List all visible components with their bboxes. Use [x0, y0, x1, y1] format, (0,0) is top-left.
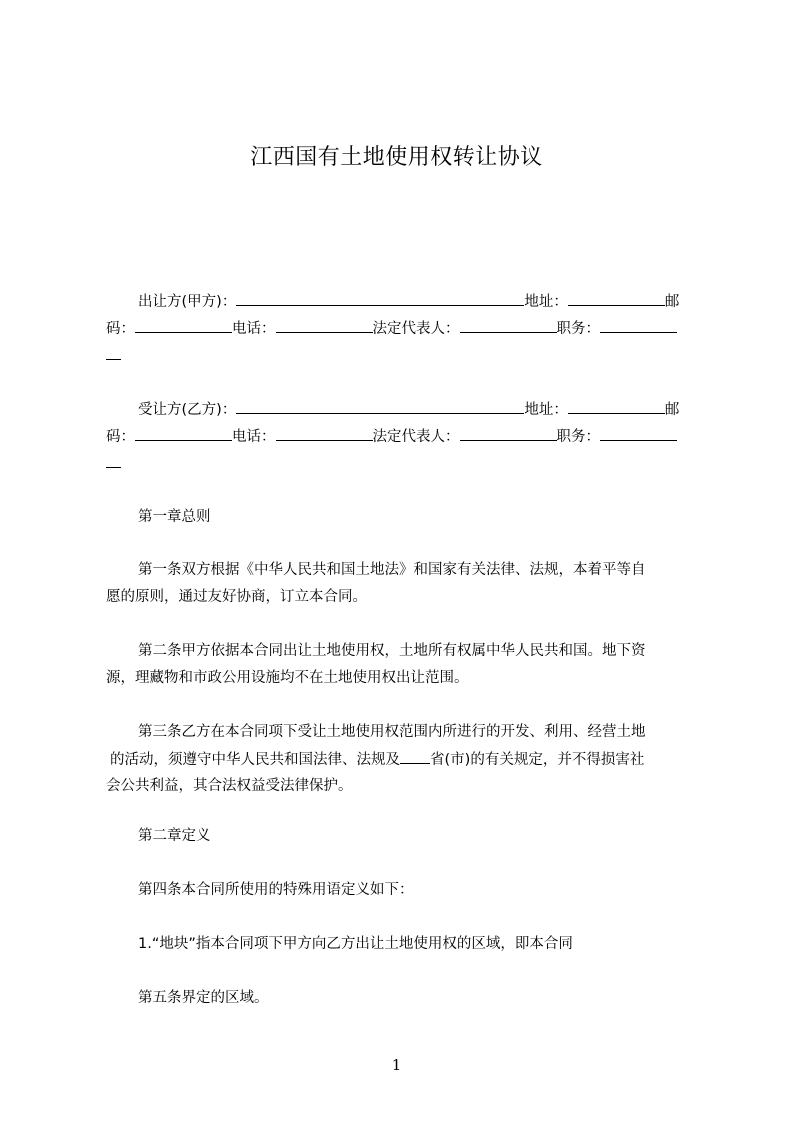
party-b-position-blank [600, 426, 677, 441]
article-3-line-2-part-1: 的活动，须遵守中华人民共和国法律、法规及 [110, 752, 400, 768]
party-b-rep-label: 法定代表人： [372, 429, 460, 445]
article-1-line-1: 第一条双方根据《中华人民共和国土地法》和国家有关法律、法规，本着平等自 [138, 562, 646, 578]
definition-1: 1.“地块”指本合同项下甲方向乙方出让土地使用权的区域，即本合同 [138, 936, 573, 952]
party-a-phone-blank [276, 318, 373, 333]
article-2-line-1: 第二条甲方依据本合同出让土地使用权，土地所有权属中华人民共和国。地下资 [138, 643, 646, 659]
party-b-name-blank [236, 399, 524, 414]
party-b-position-label: 职务： [556, 429, 600, 445]
article-3-line-3: 会公共利益，其合法权益受法律保护。 [106, 778, 353, 794]
document-title: 江西国有土地使用权转让协议 [250, 145, 543, 170]
article-3-line-1: 第三条乙方在本合同项下受让土地使用权范围内所进行的开发、利用、经营土地 [138, 724, 646, 740]
party-a-name-blank [236, 291, 524, 306]
party-b-line-3 [106, 453, 121, 474]
party-a-position-blank-cont [106, 345, 121, 360]
party-b-address-label: 地址： [524, 402, 568, 418]
chapter-2-heading: 第二章定义 [138, 828, 211, 844]
party-a-rep-label: 法定代表人： [372, 321, 460, 337]
party-b-line-1 [138, 399, 679, 420]
article-1-line-2: 愿的原则，通过友好协商，订立本合同。 [106, 589, 367, 605]
article-3-province-blank [400, 749, 430, 764]
page-number: 1 [391, 1056, 402, 1074]
party-b-label: 受让方(乙方)： [138, 402, 237, 418]
party-b-zip-blank [135, 426, 232, 441]
party-a-position-blank [600, 318, 677, 333]
party-a-address-blank [568, 291, 665, 306]
party-a-line-3 [106, 345, 121, 366]
chapter-1-heading: 第一章总则 [138, 509, 211, 525]
party-a-label: 出让方(甲方)： [138, 294, 237, 310]
party-b-position-blank-cont [106, 453, 121, 468]
party-b-rep-blank [460, 426, 557, 441]
party-b-zip-label-2: 码： [106, 429, 135, 445]
party-a-address-label: 地址： [524, 294, 568, 310]
party-b-line-2 [106, 426, 677, 447]
article-3-line-2-part-2: 省(市)的有关规定，并不得损害社 [430, 752, 645, 768]
party-a-zip-label-2: 码： [106, 321, 135, 337]
party-a-position-label: 职务： [556, 321, 600, 337]
party-b-zip-label-1: 邮 [664, 402, 680, 418]
article-2-line-2: 源，理藏物和市政公用设施均不在土地使用权出让范围。 [106, 670, 469, 686]
party-a-zip-label-1: 邮 [664, 294, 680, 310]
article-5: 第五条界定的区域。 [138, 990, 269, 1006]
party-b-phone-blank [276, 426, 373, 441]
article-4: 第四条本合同所使用的特殊用语定义如下： [138, 882, 414, 898]
party-a-phone-label: 电话： [232, 321, 276, 337]
party-a-zip-blank [135, 318, 232, 333]
party-b-phone-label: 电话： [232, 429, 276, 445]
article-3-line-2 [110, 749, 644, 770]
party-b-address-blank [568, 399, 665, 414]
party-a-line-2 [106, 318, 677, 339]
party-a-line-1 [138, 291, 679, 312]
party-a-rep-blank [460, 318, 557, 333]
